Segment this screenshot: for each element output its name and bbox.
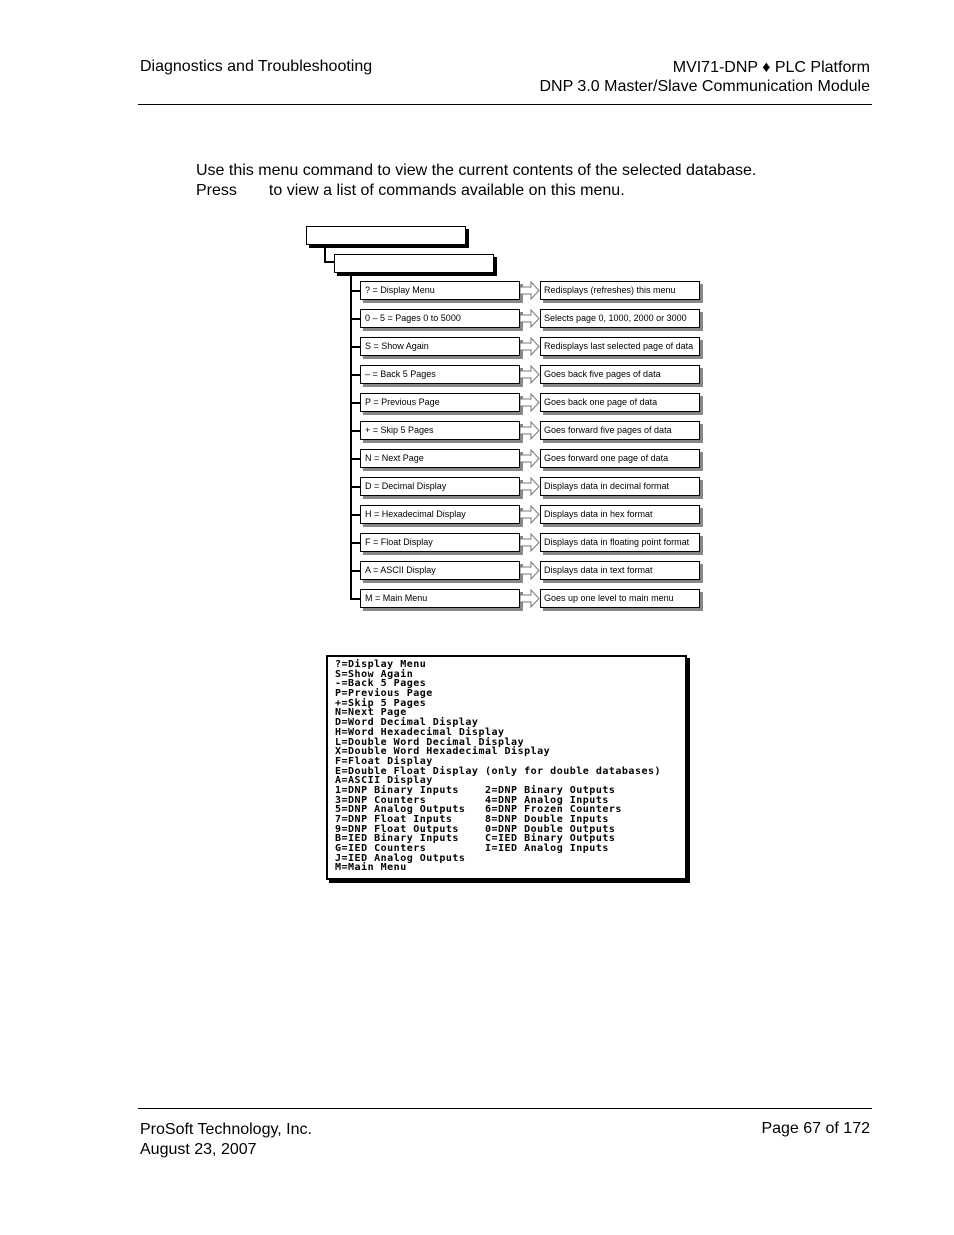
console-line: ?=Display Menu xyxy=(335,659,427,670)
console-line: E=Double Float Display (only for double databases) xyxy=(335,765,662,777)
connector-branch xyxy=(350,430,360,432)
tree-root-box xyxy=(306,226,466,245)
arrow-right-icon xyxy=(520,561,540,580)
menu-description-box: Goes forward one page of data xyxy=(540,449,700,468)
menu-description-box: Displays data in hex format xyxy=(540,505,700,524)
menu-command-box: D = Decimal Display xyxy=(360,477,520,496)
menu-command-box: – = Back 5 Pages xyxy=(360,365,520,384)
menu-command-box: M = Main Menu xyxy=(360,589,520,608)
menu-description-box: Displays data in text format xyxy=(540,561,700,580)
menu-command-box: 0 – 5 = Pages 0 to 5000 xyxy=(360,309,520,328)
connector-branch xyxy=(350,402,360,404)
connector-branch xyxy=(350,374,360,376)
connector-branch xyxy=(350,318,360,320)
connector-branch xyxy=(350,458,360,460)
header-section-title: Diagnostics and Troubleshooting xyxy=(140,58,373,75)
menu-description-box: Goes up one level to main menu xyxy=(540,589,700,608)
console-line: J=IED Analog Outputs xyxy=(335,852,466,864)
console-line: H=Word Hexadecimal Display xyxy=(335,726,505,738)
console-line: 9=DNP Float Outputs 0=DNP Double Outputs xyxy=(335,823,616,835)
menu-description-box: Redisplays last selected page of data xyxy=(540,337,700,356)
menu-description-box: Goes back five pages of data xyxy=(540,365,700,384)
footer-date: August 23, 2007 xyxy=(140,1141,257,1158)
arrow-right-icon xyxy=(520,393,540,412)
console-line: P=Previous Page xyxy=(335,688,433,700)
console-line: -=Back 5 Pages xyxy=(335,678,427,690)
footer-left xyxy=(140,1120,312,1160)
footer-page-number: Page 67 of 172 xyxy=(761,1120,870,1137)
console-line: F=Float Display xyxy=(335,755,433,767)
console-line: 1=DNP Binary Inputs 2=DNP Binary Outputs xyxy=(335,784,616,796)
connector-branch xyxy=(350,514,360,516)
connector-trunk xyxy=(350,273,352,598)
intro-line-1: Use this menu command to view the current contents of the selected database. xyxy=(196,162,757,179)
arrow-right-icon xyxy=(520,309,540,328)
console-menu-screenshot xyxy=(326,655,687,880)
header-module: DNP 3.0 Master/Slave Communication Module xyxy=(539,78,870,95)
intro-press: Press xyxy=(196,182,237,199)
arrow-right-icon xyxy=(520,421,540,440)
connector-branch xyxy=(350,542,360,544)
console-line: D=Word Decimal Display xyxy=(335,717,479,729)
console-line: L=Double Word Decimal Display xyxy=(335,736,525,748)
footer-company: ProSoft Technology, Inc. xyxy=(140,1121,312,1138)
menu-command-box: A = ASCII Display xyxy=(360,561,520,580)
console-line: N=Next Page xyxy=(335,707,407,719)
connector-branch xyxy=(350,570,360,572)
console-line: +=Skip 5 Pages xyxy=(335,697,427,709)
arrow-right-icon xyxy=(520,365,540,384)
arrow-right-icon xyxy=(520,505,540,524)
connector-branch xyxy=(350,598,360,600)
console-line: M=Main Menu xyxy=(335,862,407,874)
menu-description-box: Displays data in floating point format xyxy=(540,533,700,552)
menu-command-box: ? = Display Menu xyxy=(360,281,520,300)
console-line: X=Double Word Hexadecimal Display xyxy=(335,746,551,758)
arrow-right-icon xyxy=(520,281,540,300)
console-line: 5=DNP Analog Outputs 6=DNP Frozen Counters xyxy=(335,804,622,816)
arrow-right-icon xyxy=(520,449,540,468)
menu-command-box: N = Next Page xyxy=(360,449,520,468)
header-product: MVI71-DNP ♦ PLC Platform xyxy=(672,59,870,76)
arrow-right-icon xyxy=(520,337,540,356)
tree-sub-box xyxy=(334,254,494,273)
console-line: G=IED Counters I=IED Analog Inputs xyxy=(335,843,609,855)
arrow-right-icon xyxy=(520,589,540,608)
console-line: 7=DNP Float Inputs 8=DNP Double Inputs xyxy=(335,814,609,825)
menu-command-box: + = Skip 5 Pages xyxy=(360,421,520,440)
menu-command-box: F = Float Display xyxy=(360,533,520,552)
console-line: S=Show Again xyxy=(335,668,414,680)
console-line: B=IED Binary Inputs C=IED Binary Outputs xyxy=(335,833,616,845)
intro-rest: to view a list of commands available on this menu. xyxy=(268,182,625,199)
footer-rule xyxy=(138,1108,872,1109)
menu-description-box: Redisplays (refreshes) this menu xyxy=(540,281,700,300)
menu-description-box: Displays data in decimal format xyxy=(540,477,700,496)
arrow-right-icon xyxy=(520,533,540,552)
menu-description-box: Selects page 0, 1000, 2000 or 3000 xyxy=(540,309,700,328)
menu-description-box: Goes back one page of data xyxy=(540,393,700,412)
console-line: 3=DNP Counters 4=DNP Analog Inputs xyxy=(335,794,609,806)
connector-branch xyxy=(350,486,360,488)
console-line: A=ASCII Display xyxy=(335,775,433,787)
menu-command-box: P = Previous Page xyxy=(360,393,520,412)
arrow-right-icon xyxy=(520,477,540,496)
connector-branch xyxy=(350,346,360,348)
connector-root-h xyxy=(324,261,334,263)
menu-command-box: S = Show Again xyxy=(360,337,520,356)
menu-description-box: Goes forward five pages of data xyxy=(540,421,700,440)
connector-branch xyxy=(350,290,360,292)
menu-command-box: H = Hexadecimal Display xyxy=(360,505,520,524)
